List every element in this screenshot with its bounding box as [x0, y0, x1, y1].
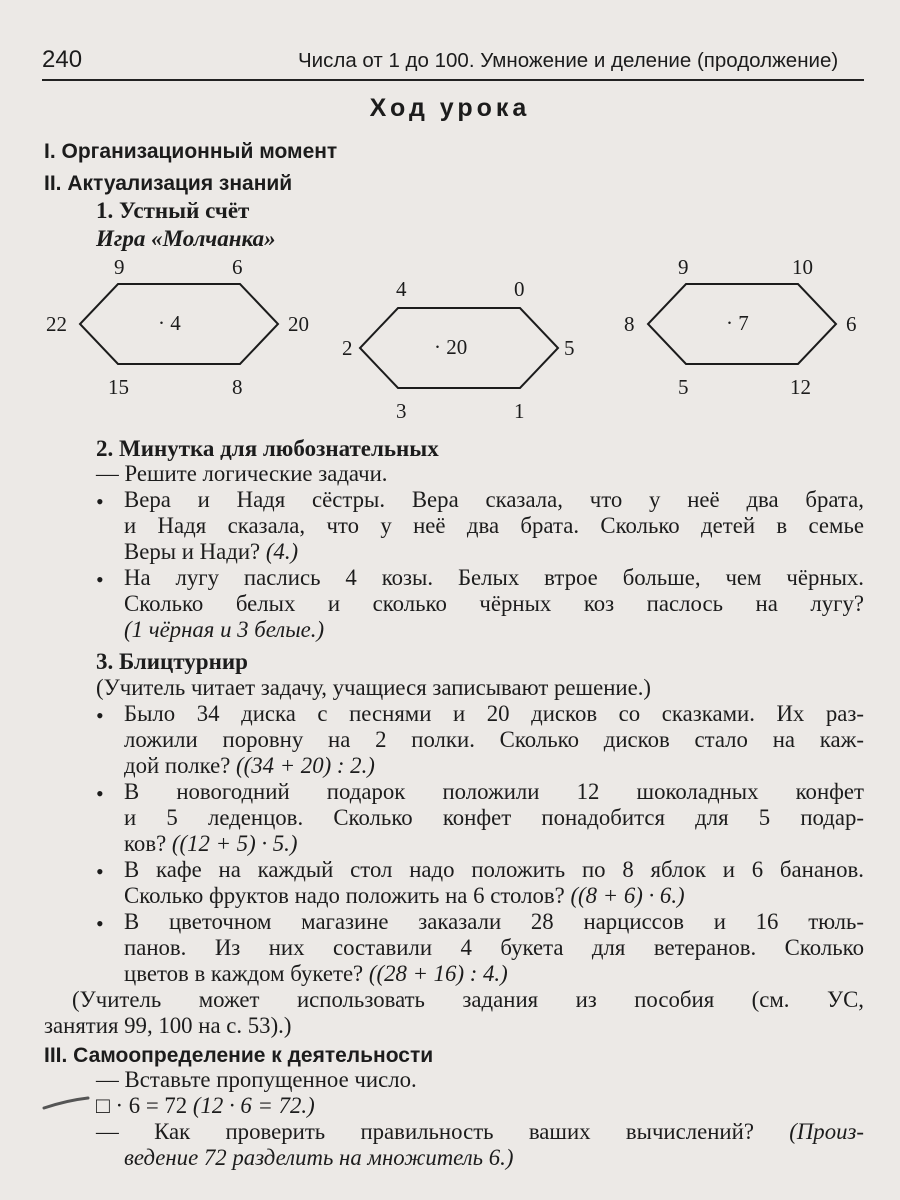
equation: □ · 6 = 72	[96, 1093, 188, 1118]
blitz-task4-line1: В цветочном магазине заказали 28 нарциссов и 16 тюль-	[124, 909, 864, 934]
blitz-task3-answer: ((8 + 6) · 6.)	[570, 883, 685, 908]
hex2-center: · 20	[434, 335, 468, 359]
blitz-task1-line1: Было 34 диска с песнями и 20 дисков со сказками. Их раз-	[124, 701, 864, 726]
hex2-top-right: 0	[514, 277, 525, 301]
hex2-left: 2	[342, 336, 353, 360]
blitz-intro: (Учитель читает задачу, учащиеся записывают решение.)	[96, 675, 652, 700]
blitz-task3-line2	[124, 883, 685, 909]
page-number: 240	[42, 46, 83, 73]
task1-line3	[124, 539, 298, 565]
hexagon-diagrams	[0, 250, 900, 430]
bullet-dot: •	[96, 911, 104, 936]
hexagon-1	[46, 255, 309, 399]
hexagon-2	[342, 277, 575, 423]
hex1-bottom-left: 15	[108, 375, 129, 399]
running-title: Числа от 1 до 100. Умножение и деление (продолжение)	[298, 49, 839, 72]
task1-text: Веры и Нади?	[124, 539, 261, 564]
blitz-task4-text: цветов в каждом букете?	[124, 961, 364, 986]
task1-line2: и Надя сказала, что у неё два брата. Сколько детей в семье	[124, 513, 864, 538]
blitz-task2-line3	[124, 831, 297, 857]
blitz-task2-answer: ((12 + 5) · 5.)	[171, 831, 298, 856]
hex3-right: 6	[846, 312, 857, 336]
blitz-task1-line3	[124, 753, 375, 779]
task2-line2: Сколько белых и сколько чёрных коз паслось на лугу?	[124, 591, 864, 616]
subsection-oral-count: 1. Устный счёт	[96, 198, 250, 223]
check-answer-part2: ведение 72 разделить на множитель 6.)	[124, 1145, 514, 1170]
hex1-left: 22	[46, 312, 67, 336]
check-question: — Как проверить правильность ваших вычислений?	[96, 1119, 754, 1144]
pencil-mark	[42, 1094, 92, 1114]
blitz-task4-line3	[124, 961, 508, 987]
equation-answer: (12 · 6 = 72.)	[192, 1093, 315, 1118]
bullet-dot: •	[96, 489, 104, 514]
hexagon-3	[624, 255, 857, 399]
hex3-top-right: 10	[792, 255, 813, 279]
bullet-dot: •	[96, 567, 104, 592]
task1-answer: (4.)	[265, 539, 299, 564]
blitz-task3-line1: В кафе на каждый стол надо положить по 8 яблок и 6 бананов.	[124, 857, 864, 882]
task1-line1: Вера и Надя сёстры. Вера сказала, что у неё два брата,	[124, 487, 864, 512]
check-question-line1	[96, 1119, 864, 1145]
blitz-task4-line2: панов. Из них составили 4 букета для ветеранов. Сколько	[124, 935, 864, 960]
hex1-center: · 4	[158, 311, 181, 335]
teacher-note-line1: (Учитель может использовать задания из пособия (см. УС,	[72, 987, 864, 1012]
subsection-blitz: 3. Блицтурнир	[96, 649, 248, 674]
hex1-top-left: 9	[114, 255, 125, 279]
check-answer-part1: (Произ-	[789, 1119, 864, 1144]
hex2-right: 5	[564, 336, 575, 360]
section-1-title: I. Организационный момент	[44, 140, 338, 163]
section-3-title: III. Самоопределение к деятельности	[44, 1044, 434, 1067]
insert-number-prompt: — Вставьте пропущенное число.	[96, 1067, 417, 1092]
bullet-dot: •	[96, 703, 104, 728]
hex3-left: 8	[624, 312, 635, 336]
subsection-curious-minute: 2. Минутка для любознательных	[96, 436, 439, 461]
hex1-bottom-right: 8	[232, 375, 243, 399]
game-title: Игра «Молчанка»	[96, 226, 276, 251]
lesson-title: Ход урока	[369, 94, 531, 122]
blitz-task1-text: дой полке?	[124, 753, 231, 778]
blitz-task3-text: Сколько фруктов надо положить на 6 столов?	[124, 883, 565, 908]
hex1-right: 20	[288, 312, 309, 336]
blitz-task2-line2: и 5 леденцов. Сколько конфет понадобится для 5 подар-	[124, 805, 864, 830]
bullet-dot: •	[96, 859, 104, 884]
blitz-task2-text: ков?	[124, 831, 167, 856]
section-2-title: II. Актуализация знаний	[44, 172, 293, 195]
header-rule	[42, 79, 864, 81]
blitz-task1-answer: ((34 + 20) : 2.)	[236, 753, 375, 778]
teacher-note-line2: занятия 99, 100 на с. 53).)	[44, 1013, 292, 1038]
hex3-center: · 7	[726, 311, 749, 335]
logic-tasks-intro: — Решите логические задачи.	[96, 461, 388, 486]
hex2-top-left: 4	[396, 277, 407, 301]
hex2-bottom-right: 1	[514, 399, 525, 423]
blitz-task1-line2: ложили поровну на 2 полки. Сколько дисков стало на каж-	[124, 727, 864, 752]
hex3-bottom-left: 5	[678, 375, 689, 399]
blitz-task4-answer: ((28 + 16) : 4.)	[368, 961, 508, 986]
hex3-top-left: 9	[678, 255, 689, 279]
hex3-bottom-right: 12	[790, 375, 811, 399]
blitz-task2-line1: В новогодний подарок положили 12 шоколадных конфет	[124, 779, 864, 804]
equation-line	[96, 1093, 315, 1119]
task2-answer: (1 чёрная и 3 белые.)	[124, 617, 325, 642]
hex1-top-right: 6	[232, 255, 243, 279]
bullet-dot: •	[96, 781, 104, 806]
task2-line1: На лугу паслись 4 козы. Белых втрое больше, чем чёрных.	[124, 565, 864, 590]
hex2-bottom-left: 3	[396, 399, 407, 423]
